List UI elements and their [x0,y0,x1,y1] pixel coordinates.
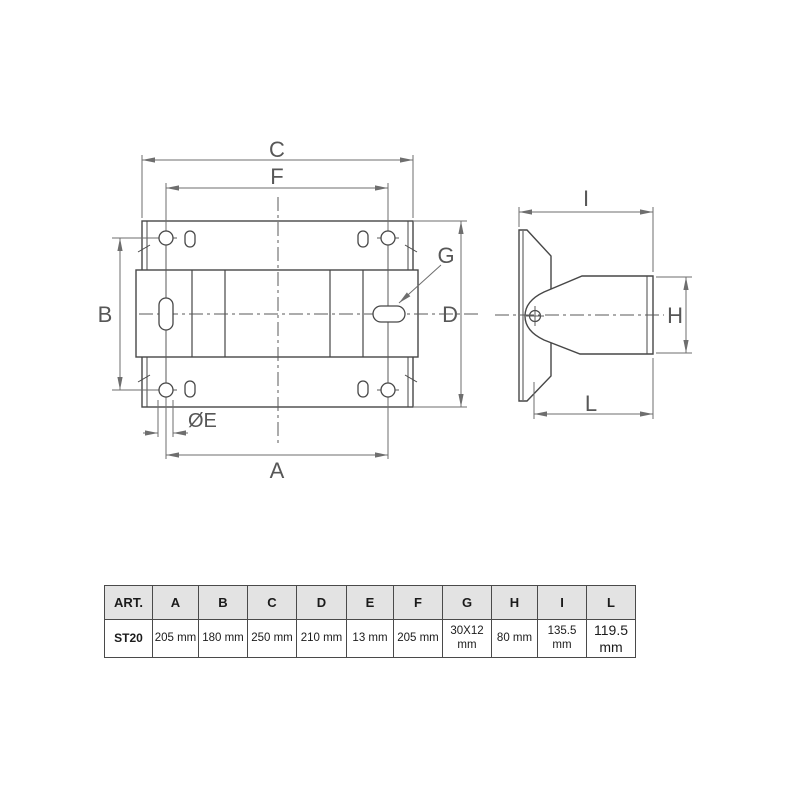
side-view [495,230,664,401]
dim-label-f: F [270,164,284,189]
spec-header-l: L [587,586,636,620]
spec-value-f: 205 mm [394,620,443,658]
dim-label-a: A [269,458,285,483]
spec-value-g: 30X12 mm [443,620,492,658]
spec-header-g: G [443,586,492,620]
hole-bottom-left [159,383,173,397]
dim-label-g: G [437,243,455,268]
dim-label-b: B [97,302,113,327]
slot-top-right [358,231,368,247]
spec-value-c: 250 mm [248,620,297,658]
dim-label-i: I [582,186,590,211]
dim-label-l: L [584,391,598,416]
spec-value-b: 180 mm [199,620,248,658]
spec-table [104,585,636,658]
dim-label-c: C [269,137,285,162]
spec-article-code: ST20 [105,620,153,658]
spec-header-b: B [199,586,248,620]
spec-value-a: 205 mm [153,620,199,658]
dim-label-h: H [667,303,683,328]
spec-header-c: C [248,586,297,620]
slot-top-left [185,231,195,247]
spec-header-f: F [394,586,443,620]
hole-top-right [381,231,395,245]
band-slot-vertical [159,298,173,330]
spec-value-e: 13 mm [347,620,394,658]
spec-value-l: 119.5 mm [587,620,636,658]
dim-label-e: ØE [188,410,217,432]
spec-header-h: H [492,586,538,620]
spec-table-header-row [105,586,636,620]
spec-value-h: 80 mm [492,620,538,658]
slot-bottom-right [358,381,368,397]
spec-header-a: A [153,586,199,620]
band-slot-horizontal-g [373,306,405,322]
dim-label-d: D [442,302,458,327]
spec-header-d: D [297,586,347,620]
spec-value-i: 135.5 mm [538,620,587,658]
spec-header-i: I [538,586,587,620]
front-view [136,197,482,445]
slot-bottom-left [185,381,195,397]
hole-bottom-right [381,383,395,397]
spec-header-art: ART. [105,586,153,620]
spec-header-e: E [347,586,394,620]
hole-top-left [159,231,173,245]
spec-table-data-row [105,620,636,658]
spec-value-d: 210 mm [297,620,347,658]
